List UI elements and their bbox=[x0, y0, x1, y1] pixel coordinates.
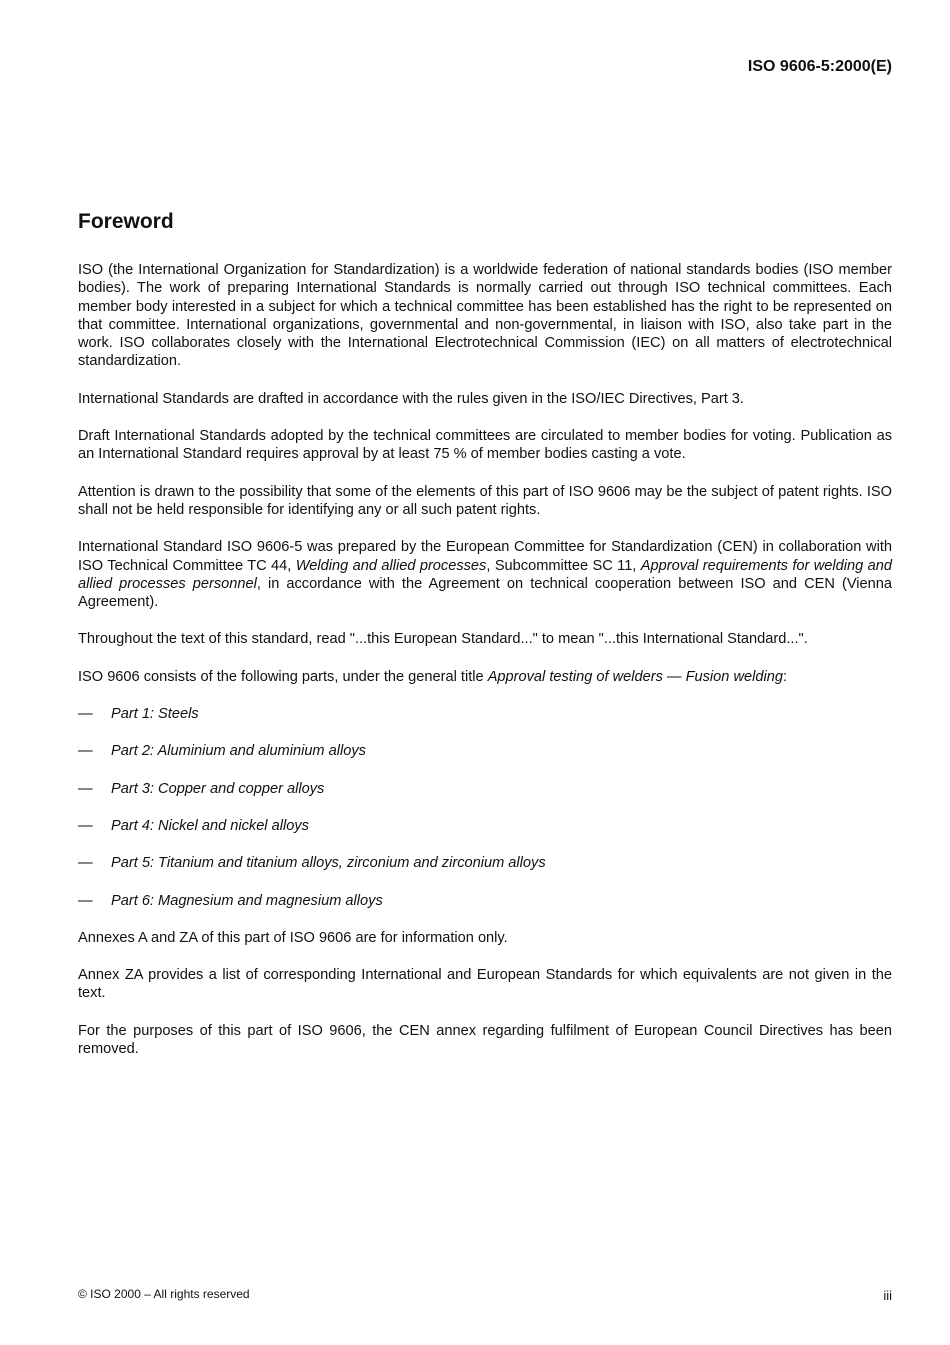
paragraph bbox=[78, 538, 892, 611]
text-run: ISO 9606 consists of the following parts, under the general title bbox=[78, 668, 488, 685]
paragraph: Throughout the text of this standard, read "...this European Standard..." to mean "...this International Standard...". bbox=[78, 631, 808, 648]
paragraph: Annex ZA provides a list of corresponding International and European Standards for which equivalents are not given in the text. bbox=[78, 967, 892, 1002]
paragraph: Annexes A and ZA of this part of ISO 9606 are for information only. bbox=[78, 929, 508, 946]
paragraph: For the purposes of this part of ISO 9606, the CEN annex regarding fulfilment of European Council Directives has been removed. bbox=[78, 1022, 892, 1058]
committee-title: Welding and allied processes bbox=[295, 557, 487, 574]
paragraph: International Standards are drafted in accordance with the rules given in the ISO/IEC Directives, Part 3. bbox=[78, 390, 744, 407]
part-title: Part 3: Copper and copper alloys bbox=[111, 780, 325, 797]
part-title: Part 6: Magnesium and magnesium alloys bbox=[111, 892, 383, 909]
text-run: : bbox=[782, 668, 788, 685]
list-dash: — bbox=[78, 706, 93, 723]
part-title: Part 5: Titanium and titanium alloys, zirconium and zirconium alloys bbox=[111, 855, 546, 872]
part-title: Part 2: Aluminium and aluminium alloys bbox=[111, 743, 366, 760]
text-run: , Subcommittee SC 11, bbox=[486, 557, 641, 574]
list-dash: — bbox=[78, 855, 93, 872]
list-item bbox=[78, 892, 892, 910]
list-item bbox=[78, 854, 892, 872]
list-dash: — bbox=[78, 817, 93, 834]
subcommittee-title: Approval requirements for welding and allied processes personnel bbox=[78, 557, 892, 592]
list-dash: — bbox=[78, 780, 93, 797]
copyright-notice: © ISO 2000 – All rights reserved bbox=[78, 1287, 250, 1301]
foreword-body bbox=[78, 261, 892, 1077]
general-title: Approval testing of welders — Fusion welding bbox=[487, 668, 783, 685]
paragraph: ISO (the International Organization for Standardization) is a worldwide federation of national standards bodies (ISO member bodies). The work of preparing International Standards is normally carried out through ISO technical committees. Each member body interested in a subject for which a technical committee has been established has the right to be represented on that committee. International organizations, governmental and non-governmental, in liaison with ISO, also take part in the work. ISO collaborates closely with the International Electrotechnical Commission (IEC) on all matters of electrotechnical standardization. bbox=[78, 262, 892, 370]
text-run: International Standard ISO 9606-5 was prepared by the European Committee for Standardization (CEN) in collaboration with ISO Technical Committee TC 44, bbox=[78, 539, 892, 574]
document-id: ISO 9606-5:2000(E) bbox=[747, 58, 892, 75]
list-item bbox=[78, 742, 892, 760]
part-title: Part 1: Steels bbox=[111, 706, 199, 723]
list-dash: — bbox=[78, 892, 93, 909]
list-dash: — bbox=[78, 743, 93, 760]
list-item bbox=[78, 705, 892, 723]
list-item bbox=[78, 817, 892, 835]
text-run: , in accordance with the Agreement on technical cooperation between ISO and CEN (Vienna Agreement). bbox=[78, 575, 892, 611]
paragraph bbox=[78, 668, 892, 686]
parts-list bbox=[78, 705, 892, 910]
page-title: Foreword bbox=[78, 210, 174, 233]
paragraph: Attention is drawn to the possibility that some of the elements of this part of ISO 9606 may be the subject of patent rights. ISO shall not be held responsible for identifying any or all such patent rights. bbox=[78, 483, 892, 518]
page-number: iii bbox=[883, 1288, 892, 1303]
part-title: Part 4: Nickel and nickel alloys bbox=[111, 817, 309, 834]
list-item bbox=[78, 780, 892, 798]
paragraph: Draft International Standards adopted by the technical committees are circulated to member bodies for voting. Publication as an International Standard requires approval by at least 75 % of member bodies casting a vote. bbox=[78, 428, 892, 463]
